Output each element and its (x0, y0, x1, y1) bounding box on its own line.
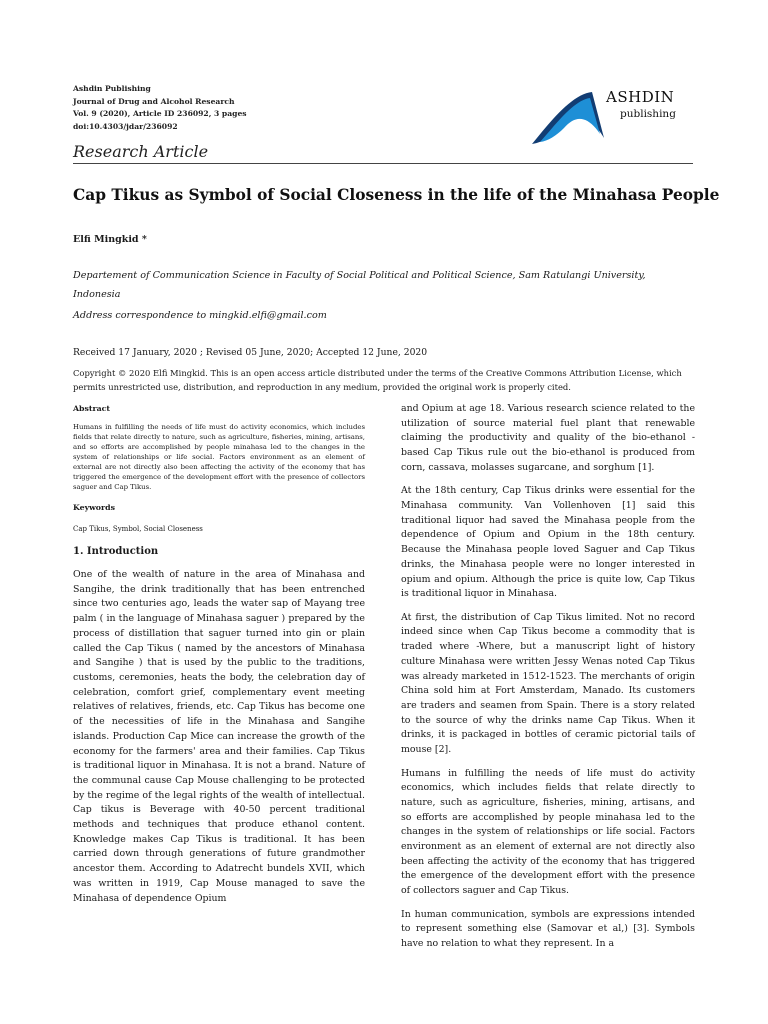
publisher-name: Ashdin Publishing (73, 84, 151, 93)
body-paragraph: At first, the distribution of Cap Tikus limited. Not no record indeed since when Cap Tikus become a commodity that is traded where -Where, but a manuscript light of history culture Minahasa were written Jessy Wenas noted Cap Tikus was already marketed in 1512-1523. The merchants of origin China sold him at Fort Amsterdam, Manado. Its customers are traders and seamen from Spain. There is a story related to the source of why the drinks name Cap Tikus. When it drinks, it is packaged in bottles of ceramic pictorial tails of mouse [2]. (401, 611, 695, 756)
right-column (401, 402, 695, 961)
author-name: Elfi Mingkid * (73, 234, 147, 245)
body-paragraph: One of the wealth of nature in the area of Minahasa and Sangihe, the drink traditionally that has been entrenched since two centuries ago, leads the water sap of Mayang tree palm ( in the language of Minahasa saguer ) prepared by the process of distillation that saguer turned into gin or plain called the Cap Tikus ( named by the ancestors of Minahasa and Sangihe ) that is used by the public to the traditions, customs, ceremonies, heats the body, the celebration day of celebration, comfort grief, complementary event meeting relatives of relatives, friends, etc. Cap Tikus has become one of the necessities of life in the Minahasa and Sangihe islands. Production Cap Mice can increase the growth of the economy for the farmers' area and their families. Cap Tikus is traditional liquor in Minahasa. It is not a brand. Nature of the communal cause Cap Mouse challenging to be protected by the regime of the legal rights of the wealth of intellectual. Cap tikus is Beverage with 40-50 percent traditional methods and techniques that produce ethanol content. Knowledge makes Cap Tikus is traditional. It has been carried down through generations of future grandmother ancestor them. According to Adatrecht bundels XVII, which was written in 1919, Cap Mouse managed to save the Minahasa of dependence Opium (73, 569, 365, 904)
keywords-heading: Keywords (73, 503, 115, 513)
submission-dates: Received 17 January, 2020 ; Revised 05 June, 2020; Accepted 12 June, 2020 (73, 347, 428, 358)
body-paragraph: In human communication, symbols are expressions intended to represent something else (Samovar et al,) [3]. Symbols have no relation to what they represent. In a (401, 908, 695, 950)
ashdin-logo (530, 84, 700, 144)
affiliation: Departement of Communication Science in Faculty of Social Political and Political Science, Sam Ratulangi University, Indonesia (73, 270, 646, 300)
introduction-heading: 1. Introduction (73, 546, 159, 558)
header-rule (73, 163, 693, 164)
body-paragraph: and Opium at age 18. Various research science related to the utilization of source material fuel plant that renewable claiming the productivity and quality of the bio-ethanol -based Cap Tikus rule out the bio-ethanol is produced from corn, cassava, molasses sugarcane, and sorghum [1]. (401, 403, 695, 473)
body-paragraph: At the 18th century, Cap Tikus drinks were essential for the Minahasa community. Van Vollenhoven [1] said this traditional liquor had saved the Minahasa people from the dependence of Opium and Opium in the 18th century. Because the Minahasa people loved Saguer and Cap Tikus drinks, the Minahasa people were no longer interested in opium and opium. Although the price is quite low, Cap Tikus is traditional liquor in Minahasa. (401, 485, 695, 600)
volume-info: Vol. 9 (2020), Article ID 236092, 3 pages (73, 109, 247, 119)
logo-wordmark: ASHDIN (606, 88, 675, 106)
article-type: Research Article (73, 142, 209, 161)
doi: doi:10.4303/jdar/236092 (73, 121, 178, 131)
copyright-notice: Copyright © 2020 Elfi Mingkid. This is an open access article distributed under the terms of the Creative Commons Attribution License, which permits unrestricted use, distribution, and reproduction in any medium, provided the original work is properly cited. (73, 368, 682, 392)
body-paragraph: Humans in fulfilling the needs of life must do activity economics, which includes fields that relate directly to nature, such as agriculture, fisheries, mining, artisans, and so efforts are accomplished by people minahasa led to the changes in the system of relationships or life social. Factors environment as an element of external are not directly also been affecting the activity of the economy that has triggered the emergence of the development effort with the presence of collectors saguer and Cap Tikus. (401, 767, 695, 897)
left-column (73, 402, 365, 915)
logo-subtitle: publishing (620, 108, 676, 120)
keywords-text: Cap Tikus, Symbol, Social Closeness (73, 524, 203, 533)
journal-header (73, 83, 393, 133)
correspondence-address: Address correspondence to mingkid.elfi@gmail.com (73, 310, 327, 321)
paper-title: Cap Tikus as Symbol of Social Closeness in the life of the Minahasa People (73, 186, 720, 204)
abstract-text: Humans in fulfilling the needs of life must do activity economics, which includes fields that relate directly to nature, such as agriculture, fisheries, mining, artisans, and so efforts are accomplished by people minahasa led to the changes in the system of relationships or life social. Factors environment as an element of external are not directly also been affecting the activity of the economy that has triggered the emergence of the development effort with the presence of collectors saguer and Cap Tikus. (73, 422, 365, 492)
abstract-heading: Abstract (73, 404, 111, 413)
journal-name: Journal of Drug and Alcohol Research (73, 96, 235, 106)
